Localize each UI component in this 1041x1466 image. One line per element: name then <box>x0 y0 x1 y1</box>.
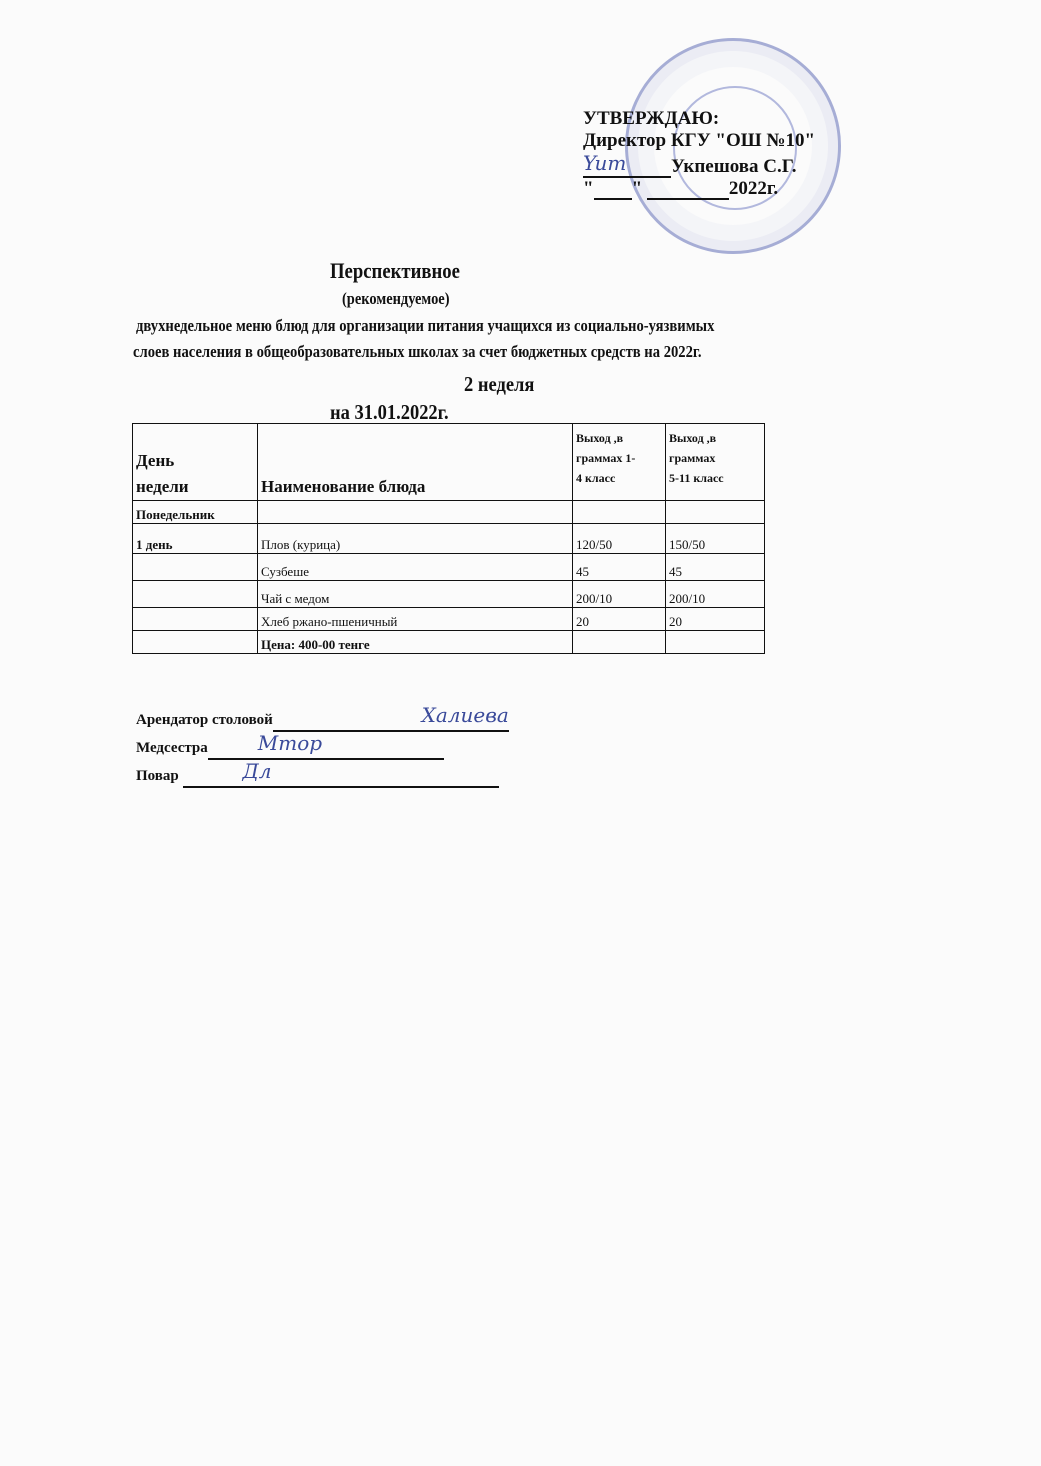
tenant-label: Арендатор столовой <box>136 712 273 728</box>
cook-label: Повар <box>136 768 179 784</box>
tenant-signature-row <box>136 704 509 732</box>
cell-grams-1-4 <box>573 501 666 524</box>
date-month-blank <box>647 198 729 200</box>
approval-block <box>583 108 815 200</box>
approval-date-line: " " 2022г. <box>583 178 779 199</box>
nurse-signature-row <box>136 732 509 760</box>
cell-day <box>133 581 258 608</box>
cell-dish: Плов (курица) <box>258 524 573 554</box>
week-label: 2 неделя <box>464 372 535 396</box>
table-row-price <box>133 631 765 654</box>
cell-grams-5-11: 200/10 <box>666 581 765 608</box>
approval-signature-line <box>583 152 815 178</box>
cell-grams-5-11 <box>666 631 765 654</box>
cell-grams-5-11: 150/50 <box>666 524 765 554</box>
header-output-5-11: Выход ,в граммах 5-11 класс <box>666 424 765 501</box>
title-line-4: слоев населения в общеобразовательных школах за счет бюджетных средств на 2022г. <box>133 342 702 361</box>
cell-grams-1-4 <box>573 631 666 654</box>
cell-grams-1-4: 200/10 <box>573 581 666 608</box>
table-header-row <box>133 424 765 501</box>
header-output-1-4: Выход ,в граммах 1- 4 класс <box>573 424 666 501</box>
nurse-label: Медсестра <box>136 740 208 756</box>
cell-day <box>133 554 258 581</box>
cell-grams-1-4: 20 <box>573 608 666 631</box>
table-row <box>133 501 765 524</box>
table-row <box>133 554 765 581</box>
cell-dish: Сузбеше <box>258 554 573 581</box>
cell-grams-1-4: 120/50 <box>573 524 666 554</box>
cell-day: 1 день <box>133 524 258 554</box>
cell-dish: Чай с медом <box>258 581 573 608</box>
cell-dish <box>258 501 573 524</box>
cell-grams-5-11: 20 <box>666 608 765 631</box>
approval-year: 2022г. <box>728 178 779 199</box>
nurse-signature: Мтор <box>208 732 444 760</box>
menu-date: на 31.01.2022г. <box>330 400 449 424</box>
cell-price: Цена: 400-00 тенге <box>258 631 573 654</box>
date-day-blank <box>594 198 632 200</box>
title-line-1: Перспективное <box>330 258 460 283</box>
approval-position: Директор КГУ "ОШ №10" <box>583 130 816 151</box>
approval-heading: УТВЕРЖДАЮ: <box>583 108 720 129</box>
header-dish: Наименование блюда <box>258 424 573 501</box>
cell-dish: Хлеб ржано-пшеничный <box>258 608 573 631</box>
header-day: День недели <box>133 424 258 501</box>
director-name: Укпешова С.Г. <box>671 156 797 177</box>
table-row <box>133 524 765 554</box>
signatures-block <box>136 704 509 788</box>
cell-day: Понедельник <box>133 501 258 524</box>
cell-grams-5-11: 45 <box>666 554 765 581</box>
title-line-2: (рекомендуемое) <box>342 289 450 308</box>
cook-signature: Дл <box>183 760 499 788</box>
menu-table <box>132 423 765 654</box>
director-signature: Yum <box>583 152 671 178</box>
tenant-signature: Халиева <box>273 704 509 732</box>
title-line-3: двухнедельное меню блюд для организации питания учащихся из социально-уязвимых <box>136 316 715 335</box>
cell-grams-5-11 <box>666 501 765 524</box>
table-row <box>133 608 765 631</box>
table-row <box>133 581 765 608</box>
cell-day <box>133 608 258 631</box>
cell-day <box>133 631 258 654</box>
cell-grams-1-4: 45 <box>573 554 666 581</box>
cook-signature-row <box>136 760 509 788</box>
